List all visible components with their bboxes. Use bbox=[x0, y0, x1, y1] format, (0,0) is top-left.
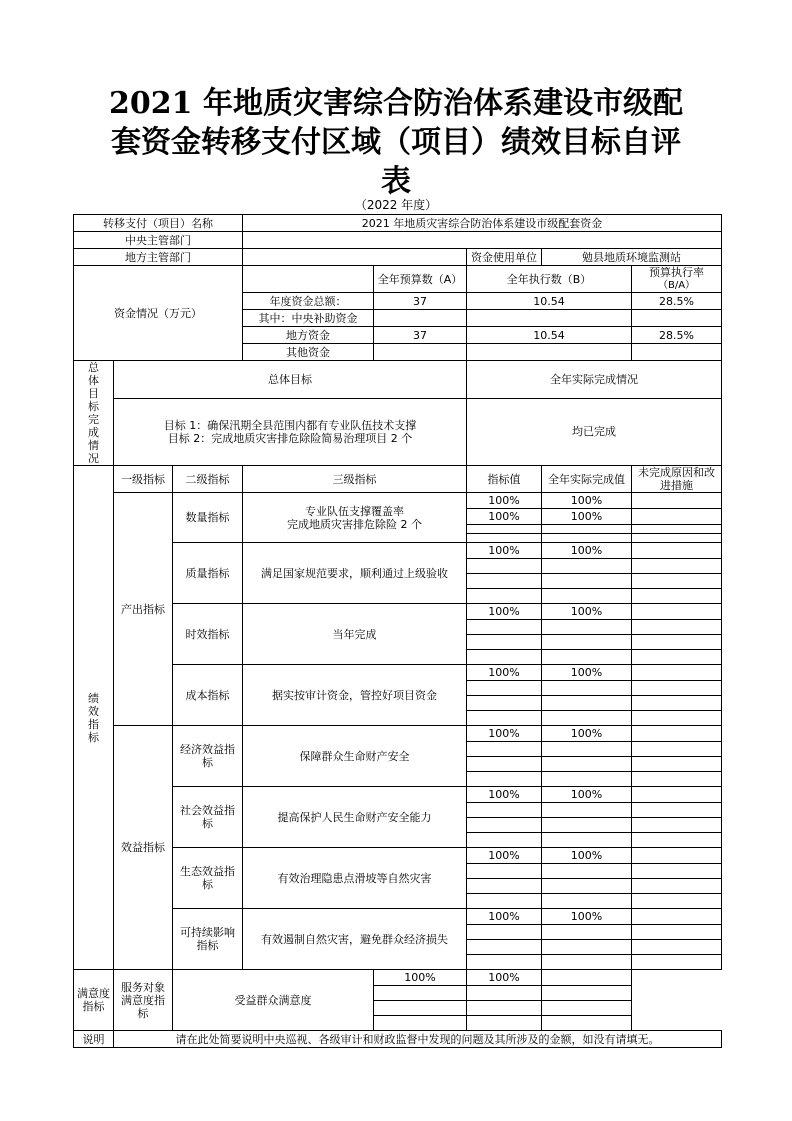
overall-goal-text bbox=[114, 398, 467, 465]
overall-goal-header: 总体目标 bbox=[114, 361, 467, 399]
indicator-value bbox=[467, 757, 542, 772]
indicator-reason bbox=[542, 1016, 632, 1031]
indicator-value bbox=[374, 986, 467, 1001]
indicator-actual bbox=[542, 879, 632, 894]
funds-row-budget: 37 bbox=[374, 293, 467, 310]
indicator-actual: 100% bbox=[542, 543, 632, 559]
indicator-actual bbox=[542, 574, 632, 589]
funds-row-rate: 28.5% bbox=[632, 293, 722, 310]
indicator-actual: 100% bbox=[467, 970, 542, 986]
indicator-actual: 100% bbox=[542, 665, 632, 681]
economic-desc: 保障群众生命财产安全 bbox=[243, 726, 467, 787]
quantity-label: 数量指标 bbox=[173, 493, 243, 543]
indicator-actual bbox=[542, 925, 632, 940]
indicator-actual: 100% bbox=[542, 509, 632, 525]
funds-row-exec bbox=[467, 310, 632, 327]
col-level3: 三级指标 bbox=[243, 466, 467, 493]
goal-line-2: 目标 2：完成地质灾害排危除险简易治理项目 2 个 bbox=[167, 431, 413, 445]
funds-col-budget: 全年预算数（A） bbox=[374, 266, 467, 293]
indicator-reason bbox=[632, 525, 722, 534]
indicator-value: 100% bbox=[467, 509, 542, 525]
title-line-2: 套资金转移支付区域（项目）绩效目标自评 bbox=[111, 125, 681, 160]
indicator-reason bbox=[632, 757, 722, 772]
social-desc: 提高保护人民生命财产安全能力 bbox=[243, 787, 467, 848]
funds-col-exec: 全年执行数（B） bbox=[467, 266, 632, 293]
funds-row-budget bbox=[374, 310, 467, 327]
indicator-reason bbox=[632, 665, 722, 681]
indicator-reason bbox=[632, 681, 722, 696]
indicator-actual bbox=[542, 620, 632, 635]
output-indicators-label: 产出指标 bbox=[114, 493, 173, 726]
funds-row-label: 其他资金 bbox=[243, 344, 374, 361]
indicator-actual bbox=[542, 559, 632, 574]
indicator-reason bbox=[632, 909, 722, 925]
indicator-actual bbox=[542, 803, 632, 818]
year-note: （2022 年度） bbox=[354, 198, 438, 212]
indicator-value: 100% bbox=[467, 493, 542, 509]
benefit-indicators-label: 效益指标 bbox=[114, 726, 173, 970]
quantity-desc-line1: 专业队伍支撑覆盖率 bbox=[305, 504, 405, 518]
indicator-value bbox=[467, 635, 542, 650]
ecological-label: 生态效益指标 bbox=[173, 848, 243, 909]
indicator-value bbox=[467, 711, 542, 726]
indicator-actual bbox=[542, 711, 632, 726]
indicator-value bbox=[467, 620, 542, 635]
indicator-actual: 100% bbox=[542, 848, 632, 864]
quantity-desc-line2: 完成地质灾害排危除险 2 个 bbox=[287, 517, 423, 531]
col-level2: 二级指标 bbox=[173, 466, 243, 493]
indicator-reason bbox=[632, 879, 722, 894]
indicator-actual bbox=[542, 525, 632, 534]
indicator-value bbox=[467, 574, 542, 589]
indicator-reason bbox=[632, 635, 722, 650]
project-name-value: 2021 年地质灾害综合防治体系建设市级配套资金 bbox=[243, 215, 722, 232]
indicator-actual: 100% bbox=[542, 787, 632, 803]
indicator-value: 100% bbox=[467, 787, 542, 803]
indicator-reason bbox=[632, 864, 722, 879]
indicator-actual bbox=[542, 940, 632, 955]
indicator-value bbox=[467, 818, 542, 833]
goals-side-label bbox=[74, 361, 114, 466]
funds-row-label: 地方资金 bbox=[243, 327, 374, 344]
indicator-reason bbox=[632, 925, 722, 940]
funds-label: 资金情况（万元） bbox=[74, 266, 243, 361]
funds-col-rate-line2: （B/A） bbox=[657, 280, 696, 291]
funds-row-exec bbox=[467, 344, 632, 361]
indicator-value bbox=[467, 879, 542, 894]
actual-completion-value: 均已完成 bbox=[467, 398, 722, 465]
project-name-label: 转移支付（项目）名称 bbox=[74, 215, 243, 232]
ecological-desc: 有效治理隐患点滑坡等自然灾害 bbox=[243, 848, 467, 909]
indicator-reason bbox=[632, 589, 722, 604]
title-line-3: 表 bbox=[381, 164, 411, 199]
funds-row-rate: 28.5% bbox=[632, 327, 722, 344]
indicator-reason bbox=[632, 726, 722, 742]
indicator-reason bbox=[632, 650, 722, 665]
indicator-actual bbox=[542, 894, 632, 909]
indicator-value: 100% bbox=[467, 665, 542, 681]
indicator-reason bbox=[632, 833, 722, 848]
indicator-reason bbox=[632, 559, 722, 574]
indicator-actual bbox=[467, 1001, 542, 1016]
indicator-reason bbox=[632, 696, 722, 711]
indicator-actual bbox=[542, 696, 632, 711]
economic-label: 经济效益指标 bbox=[173, 726, 243, 787]
indicator-actual bbox=[542, 833, 632, 848]
indicator-actual bbox=[467, 986, 542, 1001]
indicator-actual: 100% bbox=[542, 604, 632, 620]
title-line-1: 2021 年地质灾害综合防治体系建设市级配 bbox=[109, 86, 683, 121]
indicator-reason bbox=[632, 509, 722, 525]
funds-row-rate bbox=[632, 310, 722, 327]
indicator-reason bbox=[632, 493, 722, 509]
indicator-actual bbox=[542, 635, 632, 650]
col-actual: 全年实际完成值 bbox=[542, 466, 632, 493]
indicator-actual bbox=[542, 742, 632, 757]
indicator-value bbox=[467, 696, 542, 711]
local-dept-label: 地方主管部门 bbox=[74, 249, 243, 266]
satisfaction-indicators-label: 满意度指标 bbox=[74, 970, 114, 1031]
indicator-actual bbox=[542, 681, 632, 696]
indicator-reason bbox=[632, 620, 722, 635]
note-label: 说明 bbox=[74, 1031, 114, 1048]
indicator-value bbox=[467, 525, 542, 534]
indicator-value bbox=[467, 772, 542, 787]
local-dept-value bbox=[243, 249, 467, 266]
funds-row-exec: 10.54 bbox=[467, 327, 632, 344]
indicator-value bbox=[467, 833, 542, 848]
indicator-reason bbox=[632, 894, 722, 909]
quantity-desc bbox=[243, 493, 467, 543]
quality-label: 质量指标 bbox=[173, 543, 243, 604]
timeliness-desc: 当年完成 bbox=[243, 604, 467, 665]
col-reason: 未完成原因和改进措施 bbox=[632, 466, 722, 493]
central-dept-value bbox=[243, 232, 722, 249]
sustainable-label: 可持续影响指标 bbox=[173, 909, 243, 970]
indicator-value bbox=[467, 803, 542, 818]
funds-row-label: 其中：中央补助资金 bbox=[243, 310, 374, 327]
indicator-actual bbox=[542, 757, 632, 772]
indicator-value bbox=[467, 589, 542, 604]
indicator-value bbox=[467, 925, 542, 940]
indicator-reason bbox=[542, 986, 632, 1001]
indicator-value bbox=[467, 864, 542, 879]
indicator-reason bbox=[632, 772, 722, 787]
indicator-actual bbox=[542, 650, 632, 665]
funds-row-budget bbox=[374, 344, 467, 361]
indicator-value bbox=[467, 955, 542, 970]
quality-desc: 满足国家规范要求，顺利通过上级验收 bbox=[243, 543, 467, 604]
indicator-reason bbox=[632, 818, 722, 833]
evaluation-table bbox=[73, 214, 722, 1048]
indicator-value: 100% bbox=[467, 604, 542, 620]
timeliness-label: 时效指标 bbox=[173, 604, 243, 665]
indicator-reason bbox=[542, 970, 632, 986]
indicator-actual bbox=[542, 534, 632, 543]
indicator-value bbox=[374, 1016, 467, 1031]
actual-completion-header: 全年实际完成情况 bbox=[467, 361, 722, 399]
indicator-reason bbox=[632, 711, 722, 726]
funds-col-rate-line1: 预算执行率 bbox=[649, 266, 705, 279]
indicator-actual: 100% bbox=[542, 493, 632, 509]
funds-header-blank bbox=[243, 266, 374, 293]
indicator-reason bbox=[632, 604, 722, 620]
indicator-reason bbox=[632, 543, 722, 559]
indicator-actual bbox=[542, 772, 632, 787]
funds-row-rate bbox=[632, 344, 722, 361]
funds-row-label: 年度资金总额： bbox=[243, 293, 374, 310]
indicator-reason bbox=[542, 1001, 632, 1016]
indicator-reason bbox=[632, 803, 722, 818]
indicators-side-text: 绩效指标 bbox=[88, 691, 99, 744]
service-desc: 受益群众满意度 bbox=[173, 970, 374, 1031]
indicator-reason bbox=[632, 534, 722, 543]
indicator-value: 100% bbox=[467, 909, 542, 925]
indicator-value bbox=[467, 534, 542, 543]
indicator-reason bbox=[632, 742, 722, 757]
indicator-value bbox=[467, 650, 542, 665]
sustainable-desc: 有效遏制自然灾害，避免群众经济损失 bbox=[243, 909, 467, 970]
indicator-value: 100% bbox=[467, 543, 542, 559]
indicator-actual bbox=[542, 864, 632, 879]
indicator-actual bbox=[467, 1016, 542, 1031]
goal-line-1: 目标 1：确保汛期全县范围内都有专业队伍技术支撑 bbox=[163, 418, 417, 432]
user-unit-value: 勉县地质环境监测站 bbox=[542, 249, 722, 266]
indicator-actual: 100% bbox=[542, 909, 632, 925]
indicator-reason bbox=[632, 940, 722, 955]
user-unit-label: 资金使用单位 bbox=[467, 249, 542, 266]
indicator-reason bbox=[632, 955, 722, 970]
cost-label: 成本指标 bbox=[173, 665, 243, 726]
note-text: 请在此处简要说明中央巡视、各级审计和财政监督中发现的问题及其所涉及的金额，如没有请填无。 bbox=[114, 1031, 722, 1048]
funds-row-exec: 10.54 bbox=[467, 293, 632, 310]
page-title bbox=[0, 84, 792, 201]
indicators-side-label bbox=[74, 466, 114, 970]
indicator-actual bbox=[542, 818, 632, 833]
col-value: 指标值 bbox=[467, 466, 542, 493]
indicator-value bbox=[374, 1001, 467, 1016]
indicator-actual: 100% bbox=[542, 726, 632, 742]
funds-col-rate bbox=[632, 266, 722, 293]
indicator-value bbox=[467, 940, 542, 955]
indicator-value bbox=[467, 559, 542, 574]
funds-row-budget: 37 bbox=[374, 327, 467, 344]
indicator-reason bbox=[632, 574, 722, 589]
goals-side-text: 总体目标完成情况 bbox=[88, 361, 99, 465]
social-label: 社会效益指标 bbox=[173, 787, 243, 848]
cost-desc: 据实按审计资金，管控好项目资金 bbox=[243, 665, 467, 726]
central-dept-label: 中央主管部门 bbox=[74, 232, 243, 249]
indicator-value: 100% bbox=[467, 848, 542, 864]
indicator-value bbox=[467, 681, 542, 696]
indicator-value bbox=[467, 742, 542, 757]
indicator-reason bbox=[632, 848, 722, 864]
indicator-actual bbox=[542, 589, 632, 604]
indicator-value: 100% bbox=[374, 970, 467, 986]
service-label: 服务对象满意度指标 bbox=[114, 970, 173, 1031]
indicator-reason bbox=[632, 787, 722, 803]
col-level1: 一级指标 bbox=[114, 466, 173, 493]
indicator-actual bbox=[542, 955, 632, 970]
indicator-value bbox=[467, 894, 542, 909]
indicator-value: 100% bbox=[467, 726, 542, 742]
